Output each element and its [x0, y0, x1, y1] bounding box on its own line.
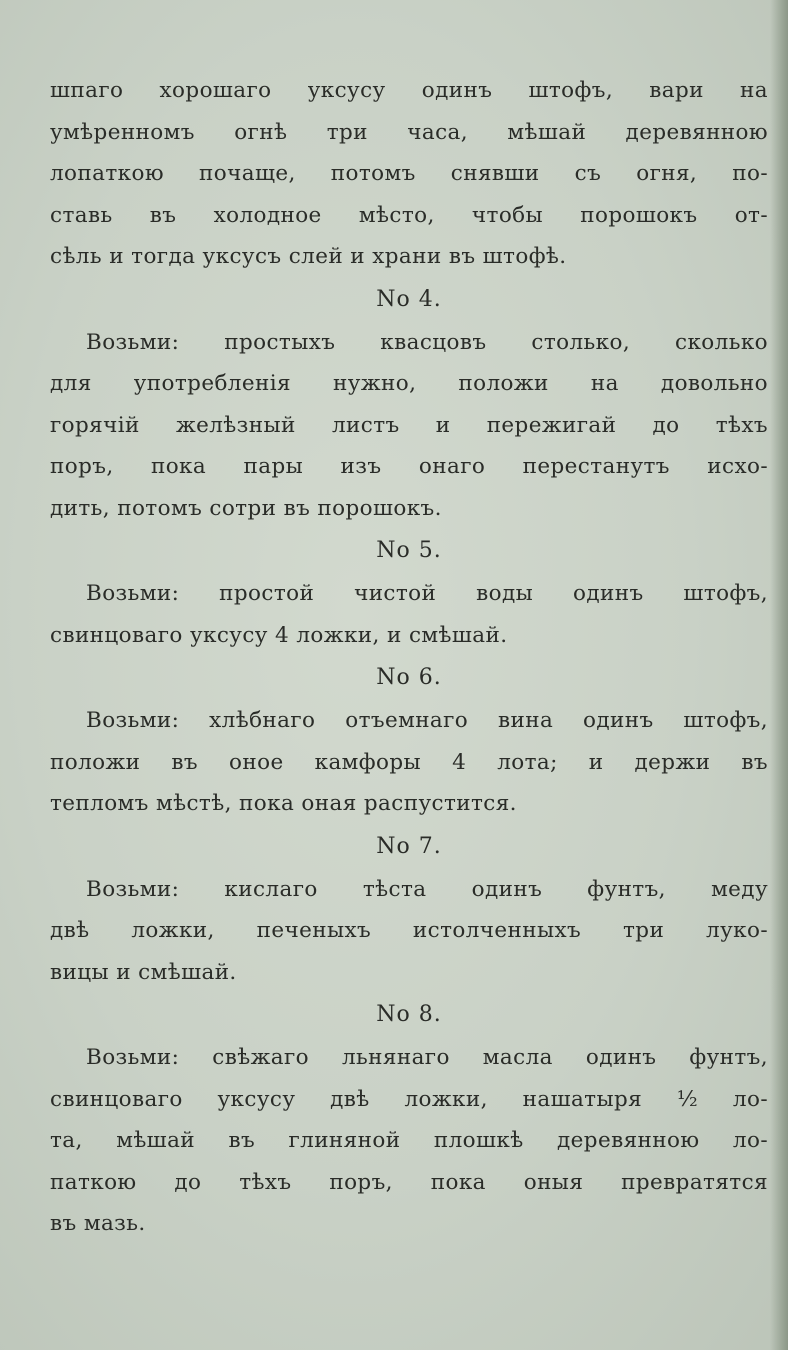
text-line: лопаткою почаще, потомъ снявши съ огня, по-: [50, 161, 768, 186]
text-line: свинцоваго уксусу 4 ложки, и смѣшай.: [50, 622, 508, 648]
text-line: горячій желѣзный листъ и пережигай до тѣхъ: [50, 412, 768, 438]
recipe-7: [50, 825, 768, 994]
recipe-heading: No 5.: [376, 538, 442, 563]
text-line: въ мазь.: [50, 1211, 146, 1236]
text-line: шпаго хорошаго уксусу одинъ штофъ, вари на: [50, 78, 768, 103]
recipe-6: [50, 656, 768, 825]
page-edge-shadow: [770, 0, 788, 1350]
recipe-5: [50, 529, 768, 656]
recipe-4: [50, 278, 768, 530]
recipe-heading: No 7.: [376, 833, 442, 859]
text-line: Возьми: свѣжаго льнянаго масла одинъ фунтъ,: [86, 1045, 768, 1070]
text-line: Возьми: простой чистой воды одинъ штофъ,: [86, 581, 768, 606]
recipe-heading: No 8.: [376, 1002, 442, 1027]
text-line: та, мѣшай въ глиняной плошкѣ деревянною ло-: [50, 1128, 768, 1153]
text-line: Возьми: хлѣбнаго отъемнаго вина одинъ штофъ,: [86, 708, 768, 733]
text-line: сѣль и тогда уксусъ слей и храни въ штофѣ.: [50, 244, 567, 269]
text-line: паткою до тѣхъ поръ, пока оныя превратятся: [50, 1169, 768, 1195]
text-line: для употребленія нужно, положи на довольно: [50, 371, 768, 396]
text-line: Возьми: простыхъ квасцовъ столько, сколько: [86, 329, 768, 355]
recipe-heading: No 6.: [376, 665, 442, 690]
text-line: дить, потомъ сотри въ порошокъ.: [50, 495, 442, 521]
text-line: ставь въ холодное мѣсто, чтобы порошокъ от-: [50, 202, 768, 228]
text-line: свинцоваго уксусу двѣ ложки, нашатыря ½ ло-: [50, 1086, 768, 1112]
page-text: [50, 70, 768, 1245]
text-line: умѣренномъ огнѣ три часа, мѣшай деревянною: [50, 119, 768, 145]
recipe-8: [50, 993, 768, 1245]
text-line: тепломъ мѣстѣ, пока оная распустится.: [50, 791, 517, 816]
recipe-3-continuation: [50, 70, 768, 278]
text-line: Возьми: кислаго тѣста одинъ фунтъ, меду: [86, 876, 768, 902]
text-line: двѣ ложки, печеныхъ истолченныхъ три луко-: [50, 918, 768, 943]
text-line: поръ, пока пары изъ онаго перестанутъ исхо-: [50, 454, 768, 479]
text-line: положи въ оное камфоры 4 лота; и держи въ: [50, 749, 768, 775]
recipe-heading: No 4.: [376, 286, 442, 312]
text-line: вицы и смѣшай.: [50, 959, 237, 985]
